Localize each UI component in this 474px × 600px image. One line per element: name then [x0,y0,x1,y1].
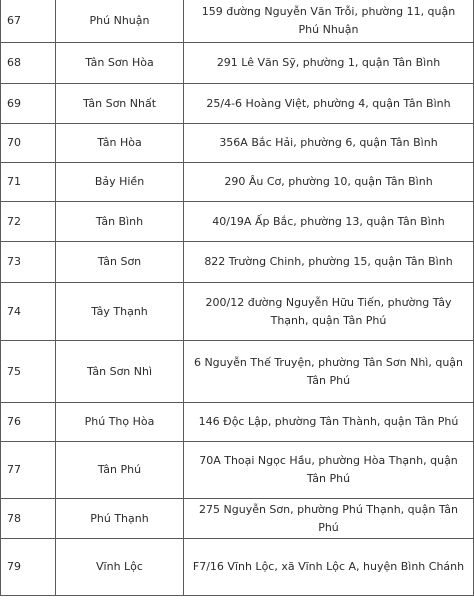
ward-name: Tân Sơn Nhì [56,341,184,403]
ward-name: Tân Phú [56,442,184,499]
ward-name: Phú Thọ Hòa [56,403,184,442]
table-row [1,84,474,124]
ward-address: F7/16 Vĩnh Lộc, xã Vĩnh Lộc A, huyện Bình Chánh [184,539,474,596]
row-number: 72 [1,202,56,242]
table-row [1,163,474,202]
row-number: 68 [1,43,56,84]
ward-address: 822 Trường Chinh, phường 15, quận Tân Bình [184,242,474,283]
table-row [1,442,474,499]
ward-address: 159 đường Nguyễn Văn Trỗi, phường 11, quận Phú Nhuận [184,0,474,43]
row-number: 78 [1,499,56,539]
table-row [1,283,474,341]
table-row [1,539,474,596]
ward-name: Tân Sơn Nhất [56,84,184,124]
table-row [1,242,474,283]
row-number: 69 [1,84,56,124]
ward-name: Tây Thạnh [56,283,184,341]
table-row [1,0,474,43]
table-row [1,124,474,163]
table-row [1,499,474,539]
row-number: 76 [1,403,56,442]
ward-address: 70A Thoại Ngọc Hầu, phường Hòa Thạnh, quận Tân Phú [184,442,474,499]
ward-name: Phú Thạnh [56,499,184,539]
ward-name: Phú Nhuận [56,0,184,43]
row-number: 77 [1,442,56,499]
ward-address: 291 Lê Văn Sỹ, phường 1, quận Tân Bình [184,43,474,84]
ward-name: Tân Sơn [56,242,184,283]
ward-address: 290 Âu Cơ, phường 10, quận Tân Bình [184,163,474,202]
table-row [1,341,474,403]
table-row [1,202,474,242]
ward-name: Tân Bình [56,202,184,242]
ward-name: Vĩnh Lộc [56,539,184,596]
row-number: 70 [1,124,56,163]
table-row [1,43,474,84]
row-number: 74 [1,283,56,341]
row-number: 75 [1,341,56,403]
row-number: 71 [1,163,56,202]
ward-address: 356A Bắc Hải, phường 6, quận Tân Bình [184,124,474,163]
ward-address: 200/12 đường Nguyễn Hữu Tiến, phường Tây Thạnh, quận Tân Phú [184,283,474,341]
table-row [1,403,474,442]
ward-name: Tân Hòa [56,124,184,163]
row-number: 73 [1,242,56,283]
ward-address: 146 Độc Lập, phường Tân Thành, quận Tân Phú [184,403,474,442]
ward-name: Tân Sơn Hòa [56,43,184,84]
ward-name: Bảy Hiền [56,163,184,202]
row-number: 67 [1,0,56,43]
ward-address: 40/19A Ấp Bắc, phường 13, quận Tân Bình [184,202,474,242]
ward-address: 275 Nguyễn Sơn, phường Phú Thạnh, quận Tân Phú [184,499,474,539]
row-number: 79 [1,539,56,596]
ward-address: 25/4-6 Hoàng Việt, phường 4, quận Tân Bình [184,84,474,124]
ward-address: 6 Nguyễn Thế Truyện, phường Tân Sơn Nhì, quận Tân Phú [184,341,474,403]
